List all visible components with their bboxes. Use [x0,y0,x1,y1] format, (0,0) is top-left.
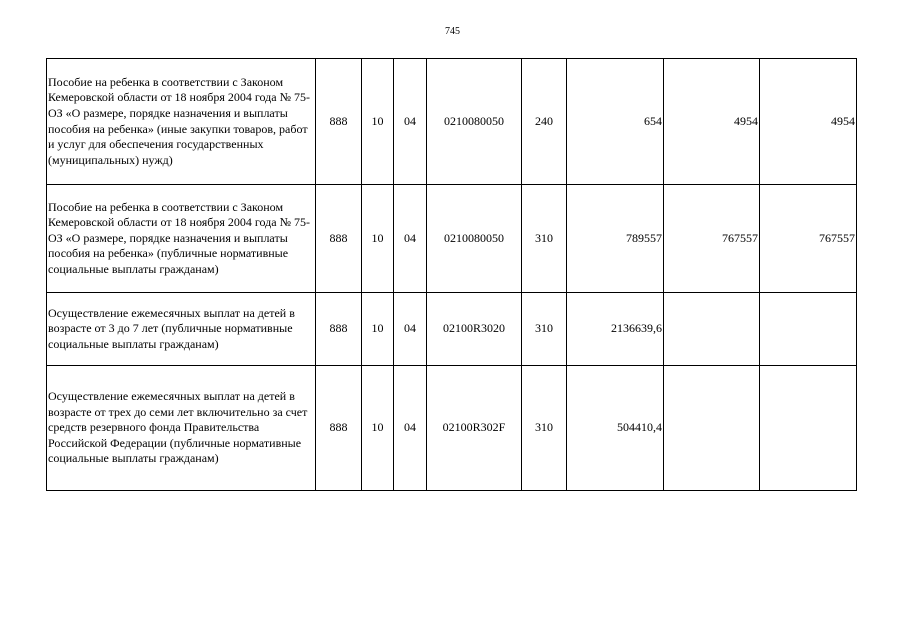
subsection-code: 04 [394,185,427,293]
expense-type-code: 240 [522,59,567,185]
subsection-code: 04 [394,366,427,491]
section-code: 10 [362,185,394,293]
expense-type-code: 310 [522,293,567,366]
table-row [47,59,857,185]
section-code: 10 [362,293,394,366]
table-row [47,293,857,366]
target-article-code: 02100R3020 [427,293,522,366]
ministry-code: 888 [316,366,362,491]
sum-year-3: 4954 [760,59,857,185]
sum-year-1: 654 [567,59,664,185]
row-description: Осуществление ежемесячных выплат на детей в возрасте от трех до семи лет включительно за счет средств резервного фонда Правительства Российской Федерации (публичные нормативные социальные выплаты гражданам) [47,366,316,491]
sum-year-2: 4954 [664,59,760,185]
sum-year-1: 2136639,6 [567,293,664,366]
expense-type-code: 310 [522,185,567,293]
budget-table [46,58,857,491]
sum-year-2 [664,293,760,366]
sum-year-1: 789557 [567,185,664,293]
row-description: Осуществление ежемесячных выплат на детей в возрасте от 3 до 7 лет (публичные нормативные социальные выплаты гражданам) [47,293,316,366]
sum-year-3 [760,366,857,491]
sum-year-2 [664,366,760,491]
page-number: 745 [445,26,460,37]
table-row [47,185,857,293]
target-article-code: 0210080050 [427,185,522,293]
subsection-code: 04 [394,59,427,185]
sum-year-1: 504410,4 [567,366,664,491]
target-article-code: 0210080050 [427,59,522,185]
row-description: Пособие на ребенка в соответствии с Законом Кемеровской области от 18 ноября 2004 года № 75-ОЗ «О размере, порядке назначения и выплаты пособия на ребенка» (публичные нормативные социальные выплаты гражданам) [47,185,316,293]
section-code: 10 [362,59,394,185]
ministry-code: 888 [316,293,362,366]
sum-year-2: 767557 [664,185,760,293]
table-row [47,366,857,491]
expense-type-code: 310 [522,366,567,491]
target-article-code: 02100R302F [427,366,522,491]
sum-year-3 [760,293,857,366]
subsection-code: 04 [394,293,427,366]
row-description: Пособие на ребенка в соответствии с Законом Кемеровской области от 18 ноября 2004 года № 75-ОЗ «О размере, порядке назначения и выплаты пособия на ребенка» (иные закупки товаров, работ и услуг для обеспечения государственных (муниципальных) нужд) [47,59,316,185]
section-code: 10 [362,366,394,491]
ministry-code: 888 [316,59,362,185]
ministry-code: 888 [316,185,362,293]
sum-year-3: 767557 [760,185,857,293]
